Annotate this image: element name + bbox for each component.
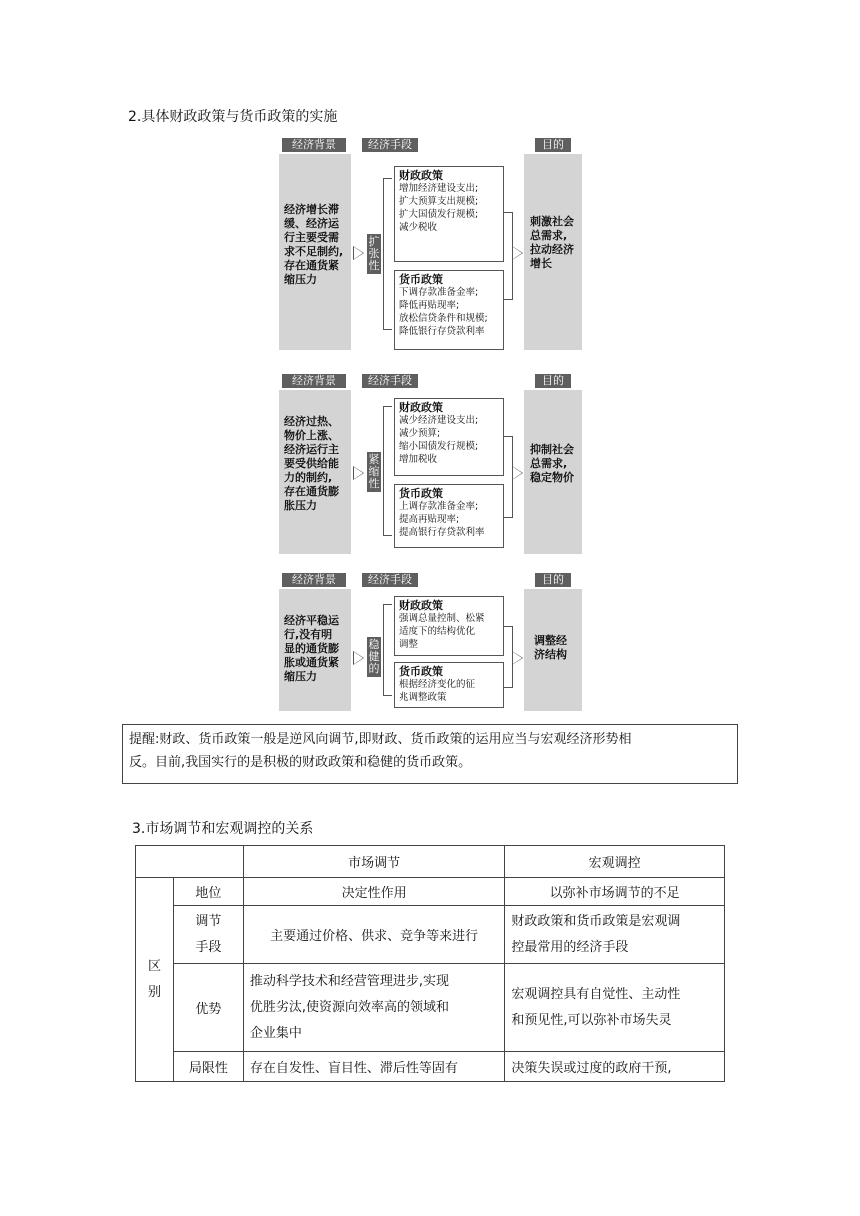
table-row: [136, 906, 725, 964]
macro-cell: 宏观调控具有自觉性、主动性 和预见性,可以弥补市场失灵: [505, 964, 725, 1052]
goal-text: 抑制社会 总需求, 稳定物价: [530, 443, 574, 484]
header-background: 经济背景: [282, 374, 346, 388]
market-cell: 主要通过价格、供求、竞争等来进行: [243, 906, 505, 964]
row-label: 局限性: [173, 1052, 243, 1082]
goal-text: 调整经 济结构: [534, 634, 567, 661]
macro-cell: 财政政策和货币政策是宏观调 控最常用的经济手段: [505, 906, 725, 964]
bracket: [383, 406, 392, 536]
reminder-box: [122, 724, 738, 784]
comparison-table: [135, 845, 725, 1082]
header-goal: 目的: [535, 374, 571, 388]
row-label: 调节 手段: [173, 906, 243, 964]
header-macro: 宏观调控: [505, 846, 725, 878]
group-label: 区 别: [136, 878, 174, 1082]
fiscal-policy-box: 财政政策 减少经济建设支出; 减少预算; 缩小国债发行规模; 增加税收: [394, 398, 504, 476]
header-means: 经济手段: [362, 138, 418, 152]
header-market: 市场调节: [243, 846, 505, 878]
goal-text: 刺激社会 总需求, 拉动经济 增长: [530, 215, 574, 270]
fiscal-policy-box: 财政政策 强调总量控制、松紧 适度下的结构优化 调整: [394, 596, 504, 656]
header-means: 经济手段: [362, 573, 418, 587]
header-goal: 目的: [535, 573, 571, 587]
table-row: [136, 878, 725, 906]
header-goal: 目的: [535, 138, 571, 152]
table-row: [136, 1052, 725, 1082]
header-background: 经济背景: [282, 573, 346, 587]
bracket: [383, 604, 392, 696]
monetary-policy-box: 货币政策 上调存款准备金率; 提高再贴现率; 提高银行存贷款利率: [394, 484, 504, 548]
row-label: 优势: [173, 964, 243, 1052]
market-cell: 存在自发性、盲目性、滞后性等固有: [243, 1052, 505, 1082]
monetary-policy-box: 货币政策 根据经济变化的征 兆调整政策: [394, 662, 504, 708]
bracket: [383, 178, 392, 330]
table-header-row: [136, 846, 725, 878]
macro-cell: 决策失误或过度的政府干预,: [505, 1052, 725, 1082]
market-cell: 推动科学技术和经营管理进步,实现 优胜劣汰,使资源向效率高的领域和 企业集中: [243, 964, 505, 1052]
policy-type-label: 稳 健 的: [368, 638, 380, 675]
section-2-heading: 2.具体财政政策与货币政策的实施: [128, 109, 338, 125]
section-3-heading: 3.市场调节和宏观调控的关系: [132, 821, 314, 837]
row-label: 地位: [173, 878, 243, 906]
market-cell: 决定性作用: [243, 878, 505, 906]
header-background: 经济背景: [282, 138, 346, 152]
reminder-line-2: 反。目前,我国实行的是积极的财政政策和稳健的货币政策。: [129, 755, 472, 770]
background-text: 经济过热、 物价上涨、 经济运行主 要受供给能 力的制约, 存在通货膨 胀压力: [284, 415, 339, 512]
monetary-policy-box: 货币政策 下调存款准备金率; 降低再贴现率; 放松信贷条件和规模; 降低银行存贷款利率: [394, 270, 504, 350]
policy-type-label: 扩 张 性: [368, 235, 380, 272]
background-text: 经济增长滞 缓、经济运 行主要受需 求不足制约, 存在通货紧 缩压力: [284, 203, 344, 286]
policy-type-label: 紧 缩 性: [368, 453, 380, 490]
reminder-line-1: 提醒:财政、货币政策一般是逆风向调节,即财政、货币政策的运用应当与宏观经济形势相: [129, 732, 632, 747]
macro-cell: 以弥补市场调节的不足: [505, 878, 725, 906]
fiscal-policy-box: 财政政策 增加经济建设支出; 扩大预算支出规模; 扩大国债发行规模; 减少税收: [394, 166, 504, 262]
background-text: 经济平稳运 行,没有明 显的通货膨 胀或通货紧 缩压力: [284, 614, 339, 683]
header-means: 经济手段: [362, 374, 418, 388]
table-row: [136, 964, 725, 1052]
